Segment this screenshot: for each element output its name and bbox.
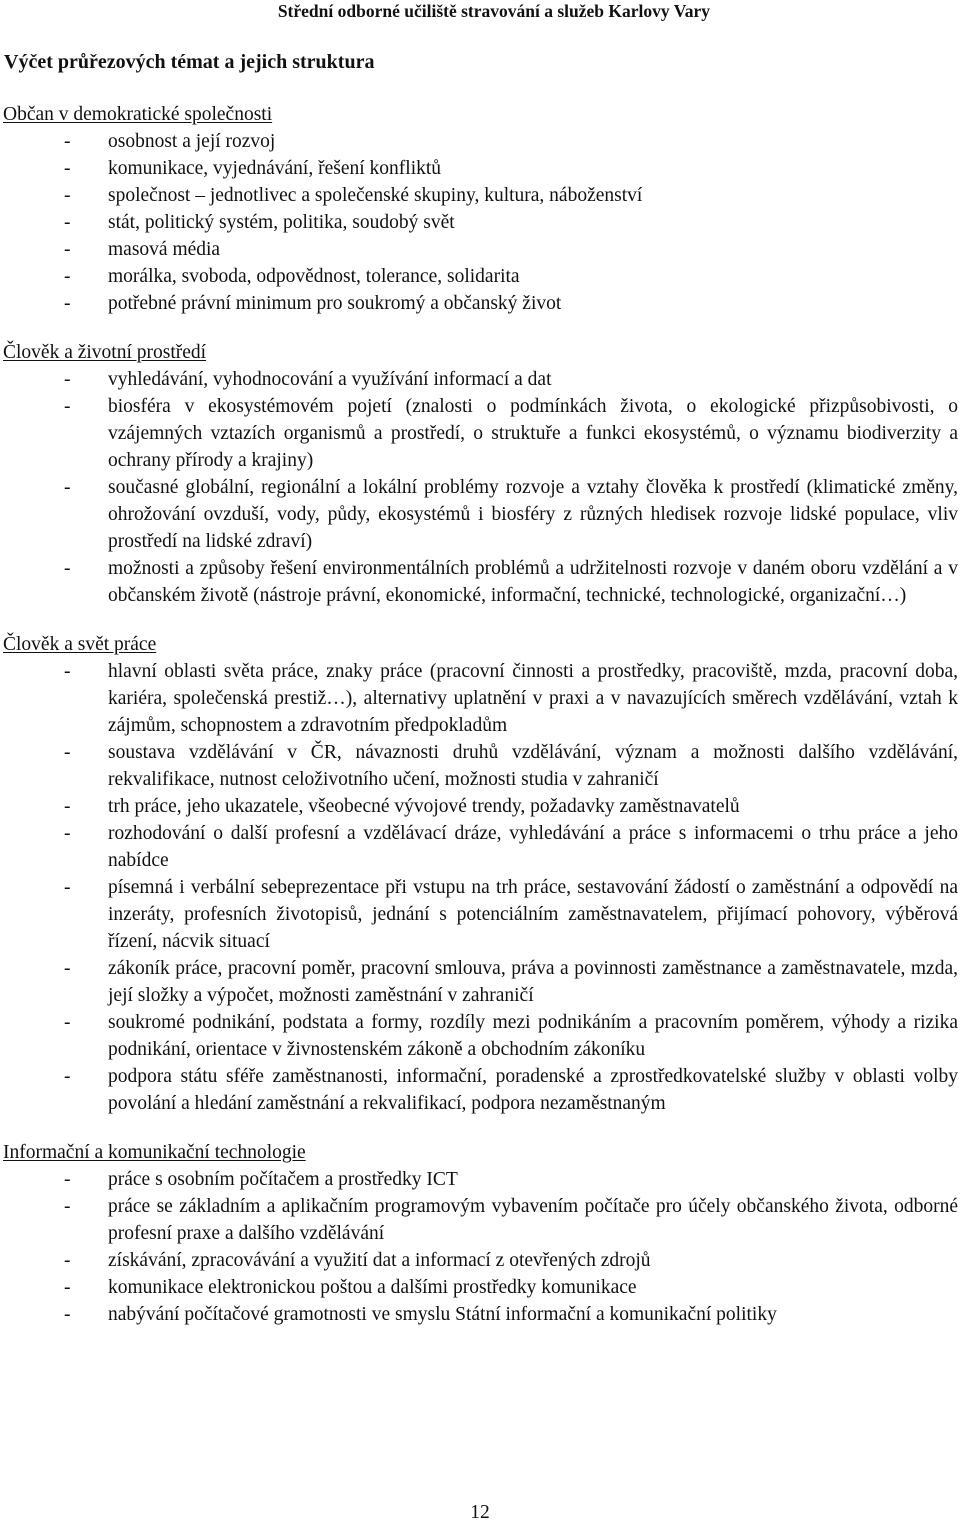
list-item-text: trh práce, jeho ukazatele, všeobecné vývojové trendy, požadavky zaměstnavatelů (108, 796, 740, 817)
list-item-text: potřebné právní minimum pro soukromý a občanský život (108, 293, 562, 314)
list-item-text: práce se základním a aplikačním programovým vybavením počítače pro účely občanského života, odborné profesní praxe a dalšího vzdělávání (108, 1196, 958, 1244)
topic-section (0, 1139, 958, 1328)
topic-section (0, 631, 958, 1117)
list-item (0, 555, 958, 609)
list-item-text: zákoník práce, pracovní poměr, pracovní smlouva, práva a povinnosti zaměstnance a zaměstnavatele, mzda, její složky a výpočet, možnosti zaměstnání v zahraničí (108, 958, 958, 1006)
list-item (0, 155, 958, 182)
list-item (0, 263, 958, 290)
list-item (0, 209, 958, 236)
list-dash: - (64, 877, 71, 898)
list-item-text: možnosti a způsoby řešení environmentálních problémů a udržitelnosti rozvoje v daném oboru vzdělání a v občanském životě (nástroje právní, ekonomické, informační, technické, technologické, organizační…) (108, 558, 958, 606)
list-item (0, 1301, 958, 1328)
list-item-text: komunikace, vyjednávání, řešení konfliktů (108, 158, 442, 179)
list-item (0, 1009, 958, 1063)
list-dash: - (64, 742, 71, 763)
list-dash: - (64, 396, 71, 417)
list-dash: - (64, 293, 71, 314)
list-item (0, 955, 958, 1009)
list-item (0, 128, 958, 155)
list-item (0, 874, 958, 955)
list-item-text: biosféra v ekosystémovém pojetí (znalosti o podmínkách života, o ekologické přizpůsobivosti, o vzájemných vztazích organismů a prostředí, o struktuře a funkci ekosystémů, o významu biodiverzity a ochrany přírody a krajiny) (108, 396, 958, 471)
list-dash: - (64, 1012, 71, 1033)
list-item-text: současné globální, regionální a lokální problémy rozvoje a vztahy člověka k prostředí (klimatické změny, ohrožování ovzduší, vody, půdy, ekosystémů i biosféry z různých hledisek rozvoje lidské populace, vliv prostředí na lidské zdraví) (108, 477, 958, 552)
document-title: Výčet průřezových témat a jejich struktura (4, 51, 375, 73)
list-item-text: písemná i verbální sebeprezentace při vstupu na trh práce, sestavování žádostí o zaměstnání a odpovědí na inzeráty, profesních životopisů, jednání s potenciálním zaměstnavatelem, přijímací pohovory, výběrová řízení, nácvik situací (108, 877, 958, 952)
list-item (0, 739, 958, 793)
list-dash: - (64, 185, 71, 206)
list-item (0, 820, 958, 874)
list-dash: - (64, 266, 71, 287)
list-item (0, 658, 958, 739)
list-dash: - (64, 131, 71, 152)
list-item (0, 1063, 958, 1117)
list-dash: - (64, 958, 71, 979)
topic-sections (0, 101, 958, 1350)
list-item-text: osobnost a její rozvoj (108, 131, 276, 152)
list-item-text: vyhledávání, vyhodnocování a využívání informací a dat (108, 369, 552, 390)
list-item-text: soustava vzdělávání v ČR, návaznosti druhů vzdělávání, význam a možnosti dalšího vzdělávání, rekvalifikace, nutnost celoživotního učení, možnosti studia v zahraničí (108, 742, 958, 790)
list-item-text: práce s osobním počítačem a prostředky ICT (108, 1169, 458, 1190)
list-item (0, 474, 958, 555)
list-item (0, 1247, 958, 1274)
list-dash: - (64, 796, 71, 817)
list-item-text: společnost – jednotlivec a společenské skupiny, kultura, náboženství (108, 185, 643, 206)
list-dash: - (64, 1169, 71, 1190)
list-item (0, 290, 958, 317)
list-item-text: získávání, zpracovávání a využití dat a informací z otevřených zdrojů (108, 1250, 651, 1271)
section-title: Občan v demokratické společnosti (3, 104, 273, 125)
list-item-text: komunikace elektronickou poštou a dalšími prostředky komunikace (108, 1277, 637, 1298)
list-item (0, 393, 958, 474)
section-title: Člověk a životní prostředí (3, 342, 207, 363)
list-dash: - (64, 823, 71, 844)
list-dash: - (64, 558, 71, 579)
list-item-text: masová média (108, 239, 221, 260)
list-dash: - (64, 477, 71, 498)
list-item-text: rozhodování o další profesní a vzdělávací dráze, vyhledávání a práce s informacemi o trhu práce a jeho nabídce (108, 823, 958, 871)
topic-section (0, 339, 958, 609)
list-item-text: morálka, svoboda, odpovědnost, tolerance, solidarita (108, 266, 520, 287)
list-dash: - (64, 369, 71, 390)
list-dash: - (64, 158, 71, 179)
list-item-text: podpora státu sféře zaměstnanosti, informační, poradenské a zprostředkovatelské služby v oblasti volby povolání a hledání zaměstnání a rekvalifikací, podpora nezaměstnaným (108, 1066, 958, 1114)
list-item (0, 1193, 958, 1247)
list-item (0, 236, 958, 263)
list-item-text: nabývání počítačové gramotnosti ve smyslu Státní informační a komunikační politiky (108, 1304, 777, 1325)
list-item (0, 793, 958, 820)
list-item (0, 182, 958, 209)
topic-section (0, 101, 958, 317)
list-item-text: hlavní oblasti světa práce, znaky práce (pracovní činnosti a prostředky, pracoviště, mzda, pracovní doba, kariéra, společenská prestiž…), alternativy uplatnění v praxi a v navazujících směrech vzdělávání, vztah k zájmům, schopnostem a zdravotním předpokladům (108, 661, 958, 736)
list-dash: - (64, 1277, 71, 1298)
list-item (0, 366, 958, 393)
section-title: Člověk a svět práce (3, 634, 157, 655)
list-item (0, 1274, 958, 1301)
list-dash: - (64, 212, 71, 233)
section-title: Informační a komunikační technologie (3, 1142, 306, 1163)
list-item-text: soukromé podnikání, podstata a formy, rozdíly mezi podnikáním a pracovním poměrem, výhody a rizika podnikání, orientace v živnostenském zákoně a obchodním zákoníku (108, 1012, 958, 1060)
list-dash: - (64, 1304, 71, 1325)
page-number: 12 (470, 1502, 490, 1523)
page-header: Střední odborné učiliště stravování a služeb Karlovy Vary (277, 1, 710, 21)
list-dash: - (64, 1066, 71, 1087)
list-dash: - (64, 1196, 71, 1217)
list-item (0, 1166, 958, 1193)
list-dash: - (64, 239, 71, 260)
list-dash: - (64, 1250, 71, 1271)
list-dash: - (64, 661, 71, 682)
list-item-text: stát, politický systém, politika, soudobý svět (108, 212, 455, 233)
